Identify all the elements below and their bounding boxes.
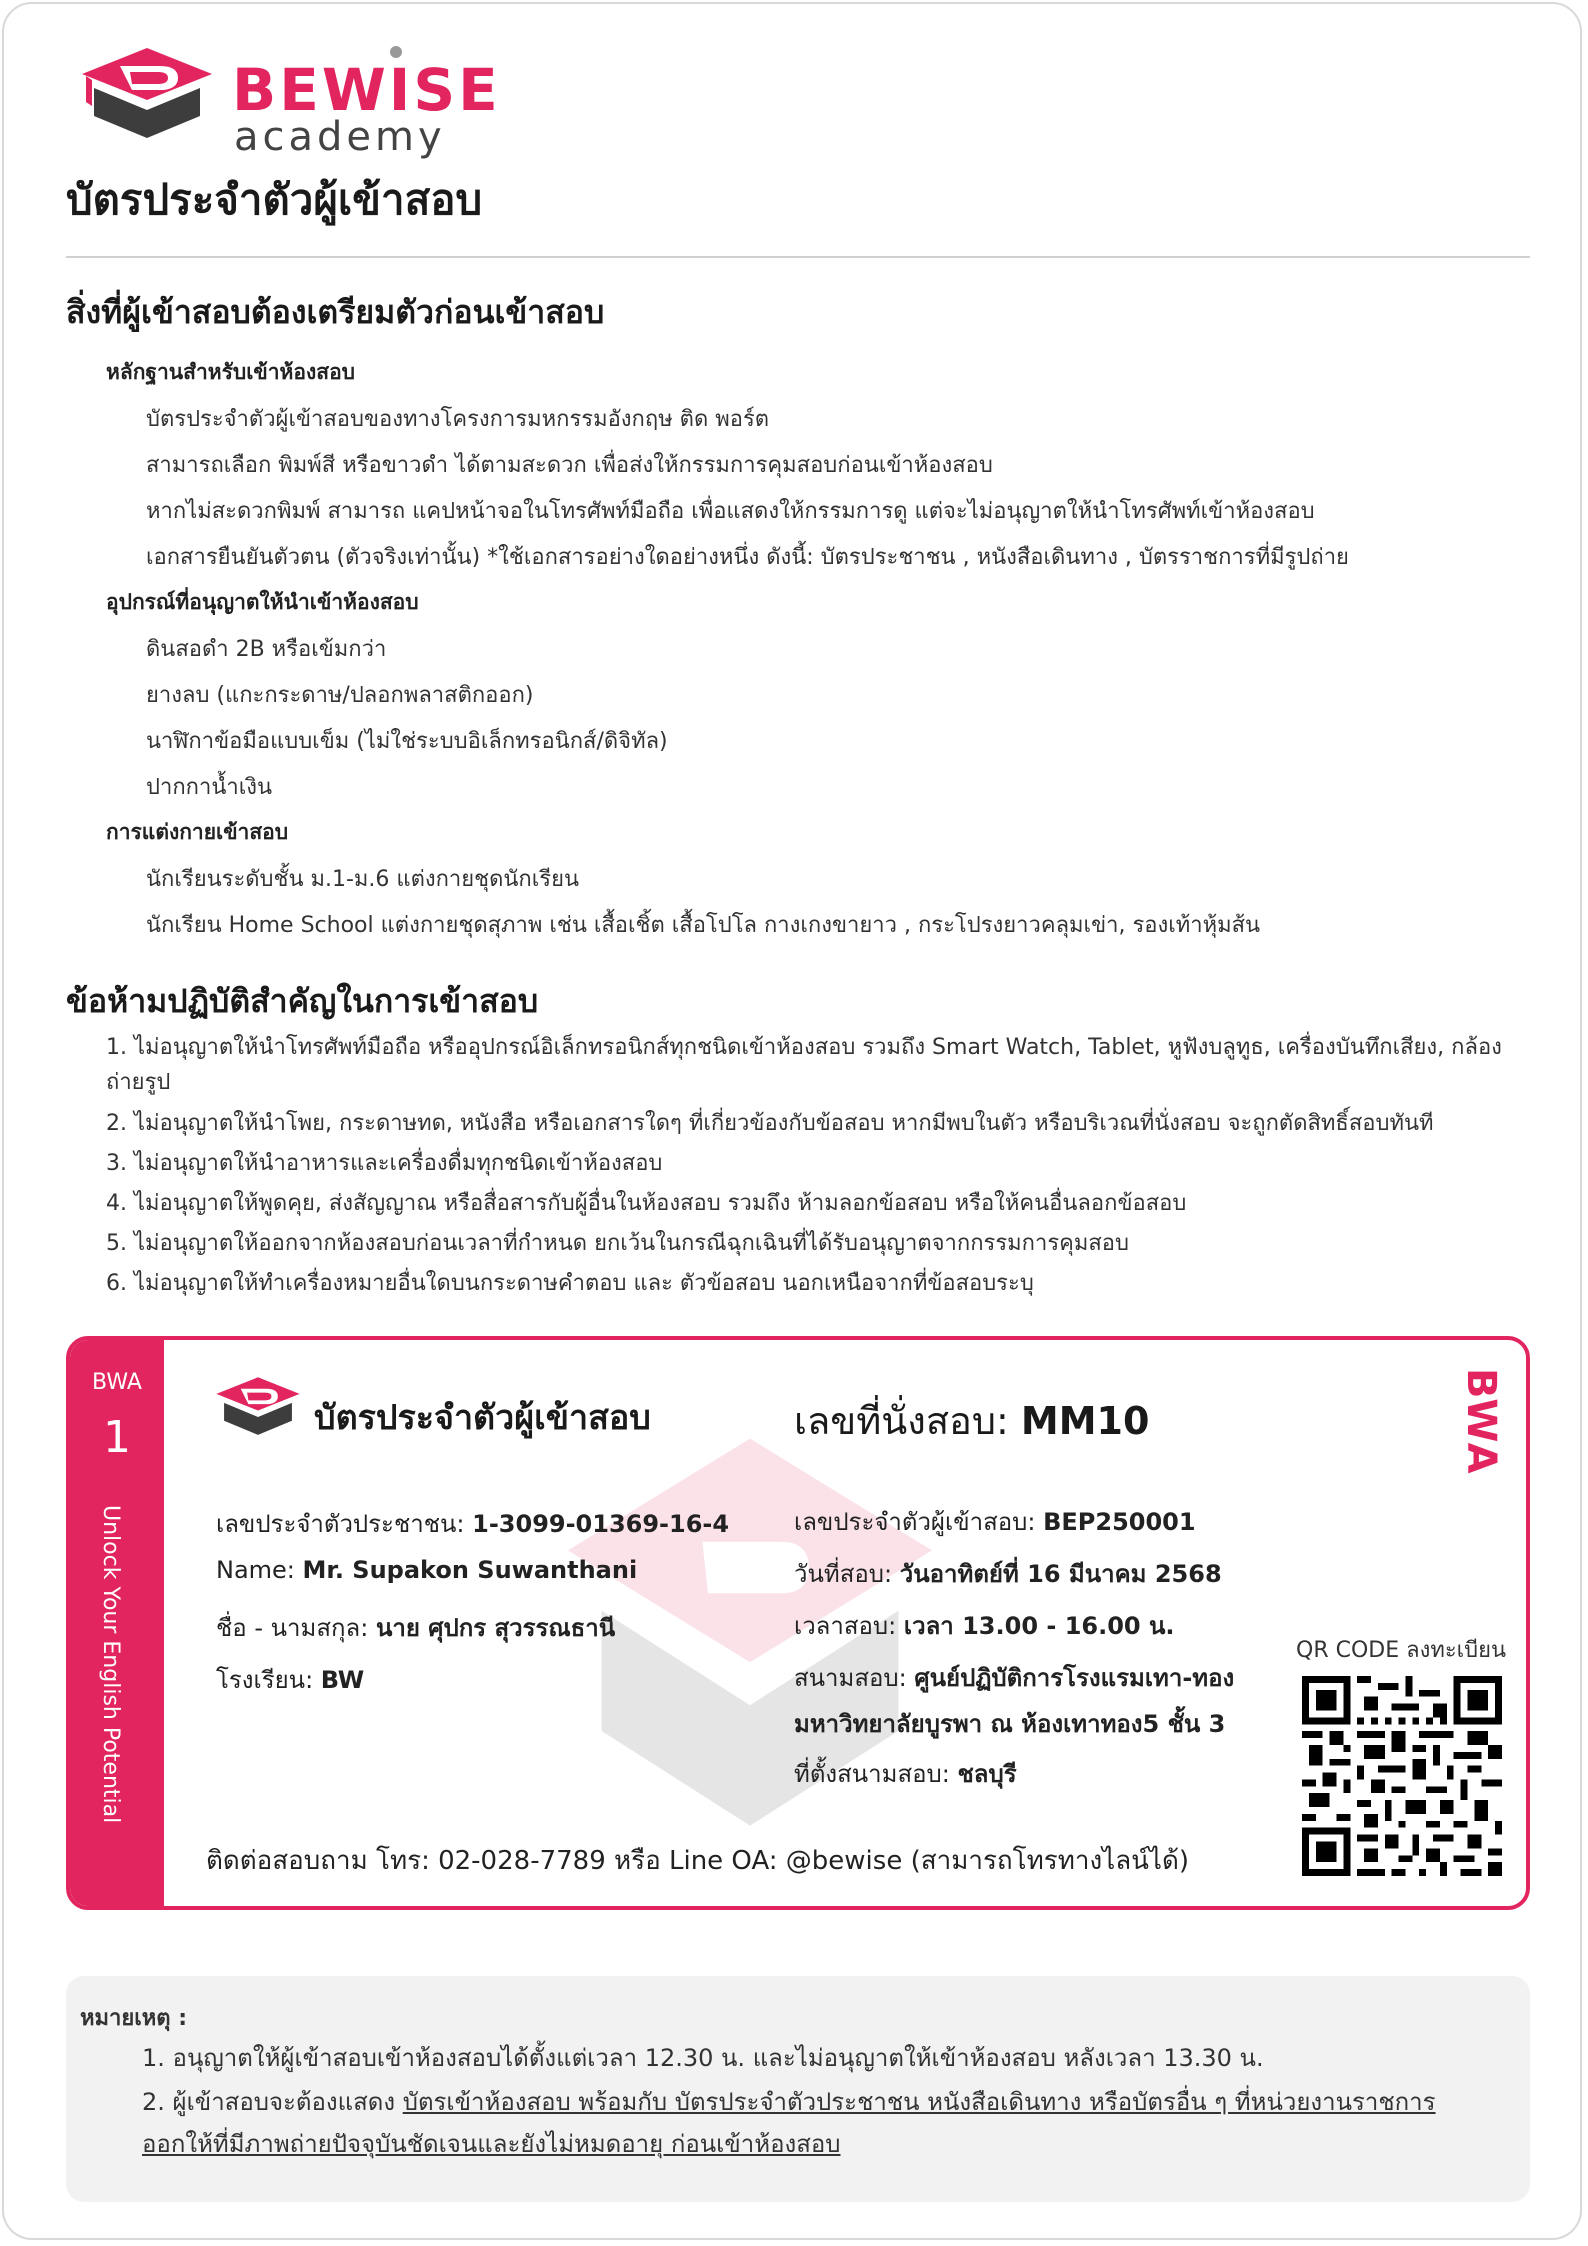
name-th xyxy=(216,1608,615,1647)
note-item: 1. อนุญาตให้ผู้เข้าสอบเข้าห้องสอบได้ตั้งแต่เวลา 12.30 น. และไม่อนุญาตให้เข้าห้องสอบ หลังเวลา 13.30 น. xyxy=(142,2044,1264,2072)
prep-item: นักเรียน Home School แต่งกายชุดสุภาพ เช่น เสื้อเชิ้ต เสื้อโปโล กางเกงขายาว , กระโปรงยาวคลุมเข่า, รองเท้าหุ้มส้น xyxy=(146,913,1261,938)
exam-ticket-card xyxy=(66,1336,1530,1910)
divider xyxy=(66,256,1530,258)
brand-name: BEWISE xyxy=(232,56,501,124)
exam-id xyxy=(794,1502,1196,1541)
name-en xyxy=(216,1556,637,1584)
exam-date-value: วันอาทิตย์ที่ 16 มีนาคม 2568 xyxy=(899,1560,1222,1588)
admission-card-page xyxy=(2,2,1582,2240)
school xyxy=(216,1660,364,1699)
citizen-id-value: 1-3099-01369-16-4 xyxy=(472,1510,730,1538)
prep-item: สามารถเลือก พิมพ์สี หรือขาวดำ ได้ตามสะดวก เพื่อส่งให้กรรมการคุมสอบก่อนเข้าห้องสอบ xyxy=(146,453,993,478)
rule-item: 3. ไม่อนุญาตให้นำอาหารและเครื่องดื่มทุกชนิดเข้าห้องสอบ xyxy=(106,1151,663,1176)
rule-item: ถ่ายรูป xyxy=(106,1070,171,1095)
name-en-value: Mr. Supakon Suwanthani xyxy=(302,1556,638,1584)
seat-label: เลขที่นั่งสอบ: xyxy=(794,1399,1009,1443)
exam-venue-line2 xyxy=(794,1704,1225,1743)
prep-item: บัตรประจำตัวผู้เข้าสอบของทางโครงการมหกรรมอังกฤษ ติด พอร์ต xyxy=(146,407,770,432)
seat-number xyxy=(794,1390,1149,1451)
rule-item: 1. ไม่อนุญาตให้นำโทรศัพท์มือถือ หรืออุปกรณ์อิเล็กทรอนิกส์ทุกชนิดเข้าห้องสอบ รวมถึง Smart Watch, Tablet, หูฟังบลูทูธ, เครื่องบันทึกเสียง, กล้อง xyxy=(106,1035,1502,1060)
prep-item: นาฬิกาข้อมือแบบเข็ม (ไม่ใช่ระบบอิเล็กทรอนิกส์/ดิจิทัล) xyxy=(146,729,668,754)
prep-item: เอกสารยืนยันตัวตน (ตัวจริงเท่านั้น) *ใช้เอกสารอย่างใดอย่างหนึ่ง ดังนี้: บัตรประชาชน , หนังสือเดินทาง , บัตรราชการที่มีรูปถ่าย xyxy=(146,545,1349,570)
rules-section-title: ข้อห้ามปฏิบัติสำคัญในการเข้าสอบ xyxy=(66,982,539,1020)
exam-location-value: ชลบุรี xyxy=(957,1760,1017,1788)
prep-item: ยางลบ (แกะกระดาษ/ปลอกพลาสติกออก) xyxy=(146,683,534,708)
exam-date xyxy=(794,1554,1222,1593)
exam-venue xyxy=(794,1658,1234,1697)
notes-box xyxy=(66,1976,1530,2202)
card-logo-icon xyxy=(210,1370,306,1446)
citizen-id-label: เลขประจำตัวประชาชน: xyxy=(216,1510,465,1538)
exam-id-value: BEP250001 xyxy=(1043,1508,1196,1536)
side-code: BWA xyxy=(92,1370,142,1395)
rule-item: 2. ไม่อนุญาตให้นำโพย, กระดาษทด, หนังสือ หรือเอกสารใดๆ ที่เกี่ยวข้องกับข้อสอบ หากมีพบในตัว หรือบริเวณที่นั่งสอบ จะถูกตัดสิทธิ์สอบทันที xyxy=(106,1111,1434,1136)
prep-item: ดินสอดำ 2B หรือเข้มกว่า xyxy=(146,637,387,662)
note2-underline-1: บัตรเข้าห้องสอบ พร้อมกับ บัตรประจำตัวประชาชน หนังสือเดินทาง หรือบัตรอื่น ๆ ที่หน่วยงานราชการ xyxy=(402,2088,1436,2116)
side-slogan: Unlock Your English Potential xyxy=(98,1505,123,1824)
card-title: บัตรประจำตัวผู้เข้าสอบ xyxy=(314,1398,651,1438)
corner-code: BWA xyxy=(1458,1368,1504,1476)
exam-location xyxy=(794,1754,1017,1793)
seat-value: MM10 xyxy=(1020,1399,1150,1443)
exam-time xyxy=(794,1606,1175,1645)
prep-item: นักเรียนระดับชั้น ม.1-ม.6 แต่งกายชุดนักเรียน xyxy=(146,867,580,892)
exam-venue-label: สนามสอบ: xyxy=(794,1664,907,1692)
card-side-band xyxy=(70,1340,164,1906)
prep-section-title: สิ่งที่ผู้เข้าสอบต้องเตรียมตัวก่อนเข้าสอบ xyxy=(66,293,605,331)
prep-item: ปากกาน้ำเงิน xyxy=(146,775,273,800)
exam-location-label: ที่ตั้งสนามสอบ: xyxy=(794,1760,950,1788)
page-title: บัตรประจำตัวผู้เข้าสอบ xyxy=(66,175,483,224)
citizen-id xyxy=(216,1504,729,1543)
prep-group-heading: อุปกรณ์ที่อนุญาตให้นำเข้าห้องสอบ xyxy=(106,590,419,614)
exam-venue-value-2: มหาวิทยาลัยบูรพา ณ ห้องเทาทอง5 ชั้น 3 xyxy=(794,1710,1226,1738)
name-th-label: ชื่อ - นามสกุล: xyxy=(216,1614,369,1642)
qr-code-icon[interactable] xyxy=(1302,1676,1502,1876)
contact-line: ติดต่อสอบถาม โทร: 02-028-7789 หรือ Line OA: @bewise (สามารถโทรทางไลน์ได้) xyxy=(206,1846,1190,1876)
qr-label: QR CODE ลงทะเบียน xyxy=(1296,1638,1507,1663)
prep-item: หากไม่สะดวกพิมพ์ สามารถ แคปหน้าจอในโทรศัพท์มือถือ เพื่อแสดงให้กรรมการดู แต่จะไม่อนุญาตให้นำโทรศัพท์เข้าห้องสอบ xyxy=(146,499,1315,524)
school-value: BW xyxy=(320,1666,365,1694)
note2-underline-2: ออกให้ที่มีภาพถ่ายปัจจุบันชัดเจนและยังไม่หมดอายุ ก่อนเข้าห้องสอบ xyxy=(142,2130,841,2158)
side-number: 1 xyxy=(103,1412,131,1463)
name-en-label: Name: xyxy=(216,1556,295,1584)
exam-time-label: เวลาสอบ: xyxy=(794,1612,897,1640)
rule-item: 5. ไม่อนุญาตให้ออกจากห้องสอบก่อนเวลาที่กำหนด ยกเว้นในกรณีฉุกเฉินที่ได้รับอนุญาตจากกรรมการคุมสอบ xyxy=(106,1231,1129,1256)
prep-group-heading: การแต่งกายเข้าสอบ xyxy=(106,820,289,844)
brand-logo xyxy=(72,46,512,160)
rule-item: 6. ไม่อนุญาตให้ทำเครื่องหมายอื่นใดบนกระดาษคำตอบ และ ตัวข้อสอบ นอกเหนือจากที่ข้อสอบระบุ xyxy=(106,1271,1034,1296)
exam-id-label: เลขประจำตัวผู้เข้าสอบ: xyxy=(794,1508,1036,1536)
rule-item: 4. ไม่อนุญาตให้พูดคุย, ส่งสัญญาณ หรือสื่อสารกับผู้อื่นในห้องสอบ รวมถึง ห้ามลอกข้อสอบ หรือให้คนอื่นลอกข้อสอบ xyxy=(106,1191,1187,1216)
prep-group-heading: หลักฐานสำหรับเข้าห้องสอบ xyxy=(106,360,356,384)
exam-date-label: วันที่สอบ: xyxy=(794,1560,893,1588)
name-th-value: นาย ศุปกร สุวรรณธานี xyxy=(375,1614,616,1642)
notes-heading: หมายเหตุ : xyxy=(80,2006,188,2031)
brand-subtitle: academy xyxy=(234,114,446,160)
note-item-line2 xyxy=(142,2124,841,2163)
school-label: โรงเรียน: xyxy=(216,1666,314,1694)
note2-prefix: 2. ผู้เข้าสอบจะต้องแสดง xyxy=(142,2088,403,2116)
note-item xyxy=(142,2082,1436,2121)
exam-venue-value: ศูนย์ปฏิบัติการโรงแรมเทา-ทอง xyxy=(914,1664,1235,1692)
bewise-logo-icon xyxy=(72,46,222,146)
exam-time-value: เวลา 13.00 - 16.00 น. xyxy=(903,1612,1175,1640)
